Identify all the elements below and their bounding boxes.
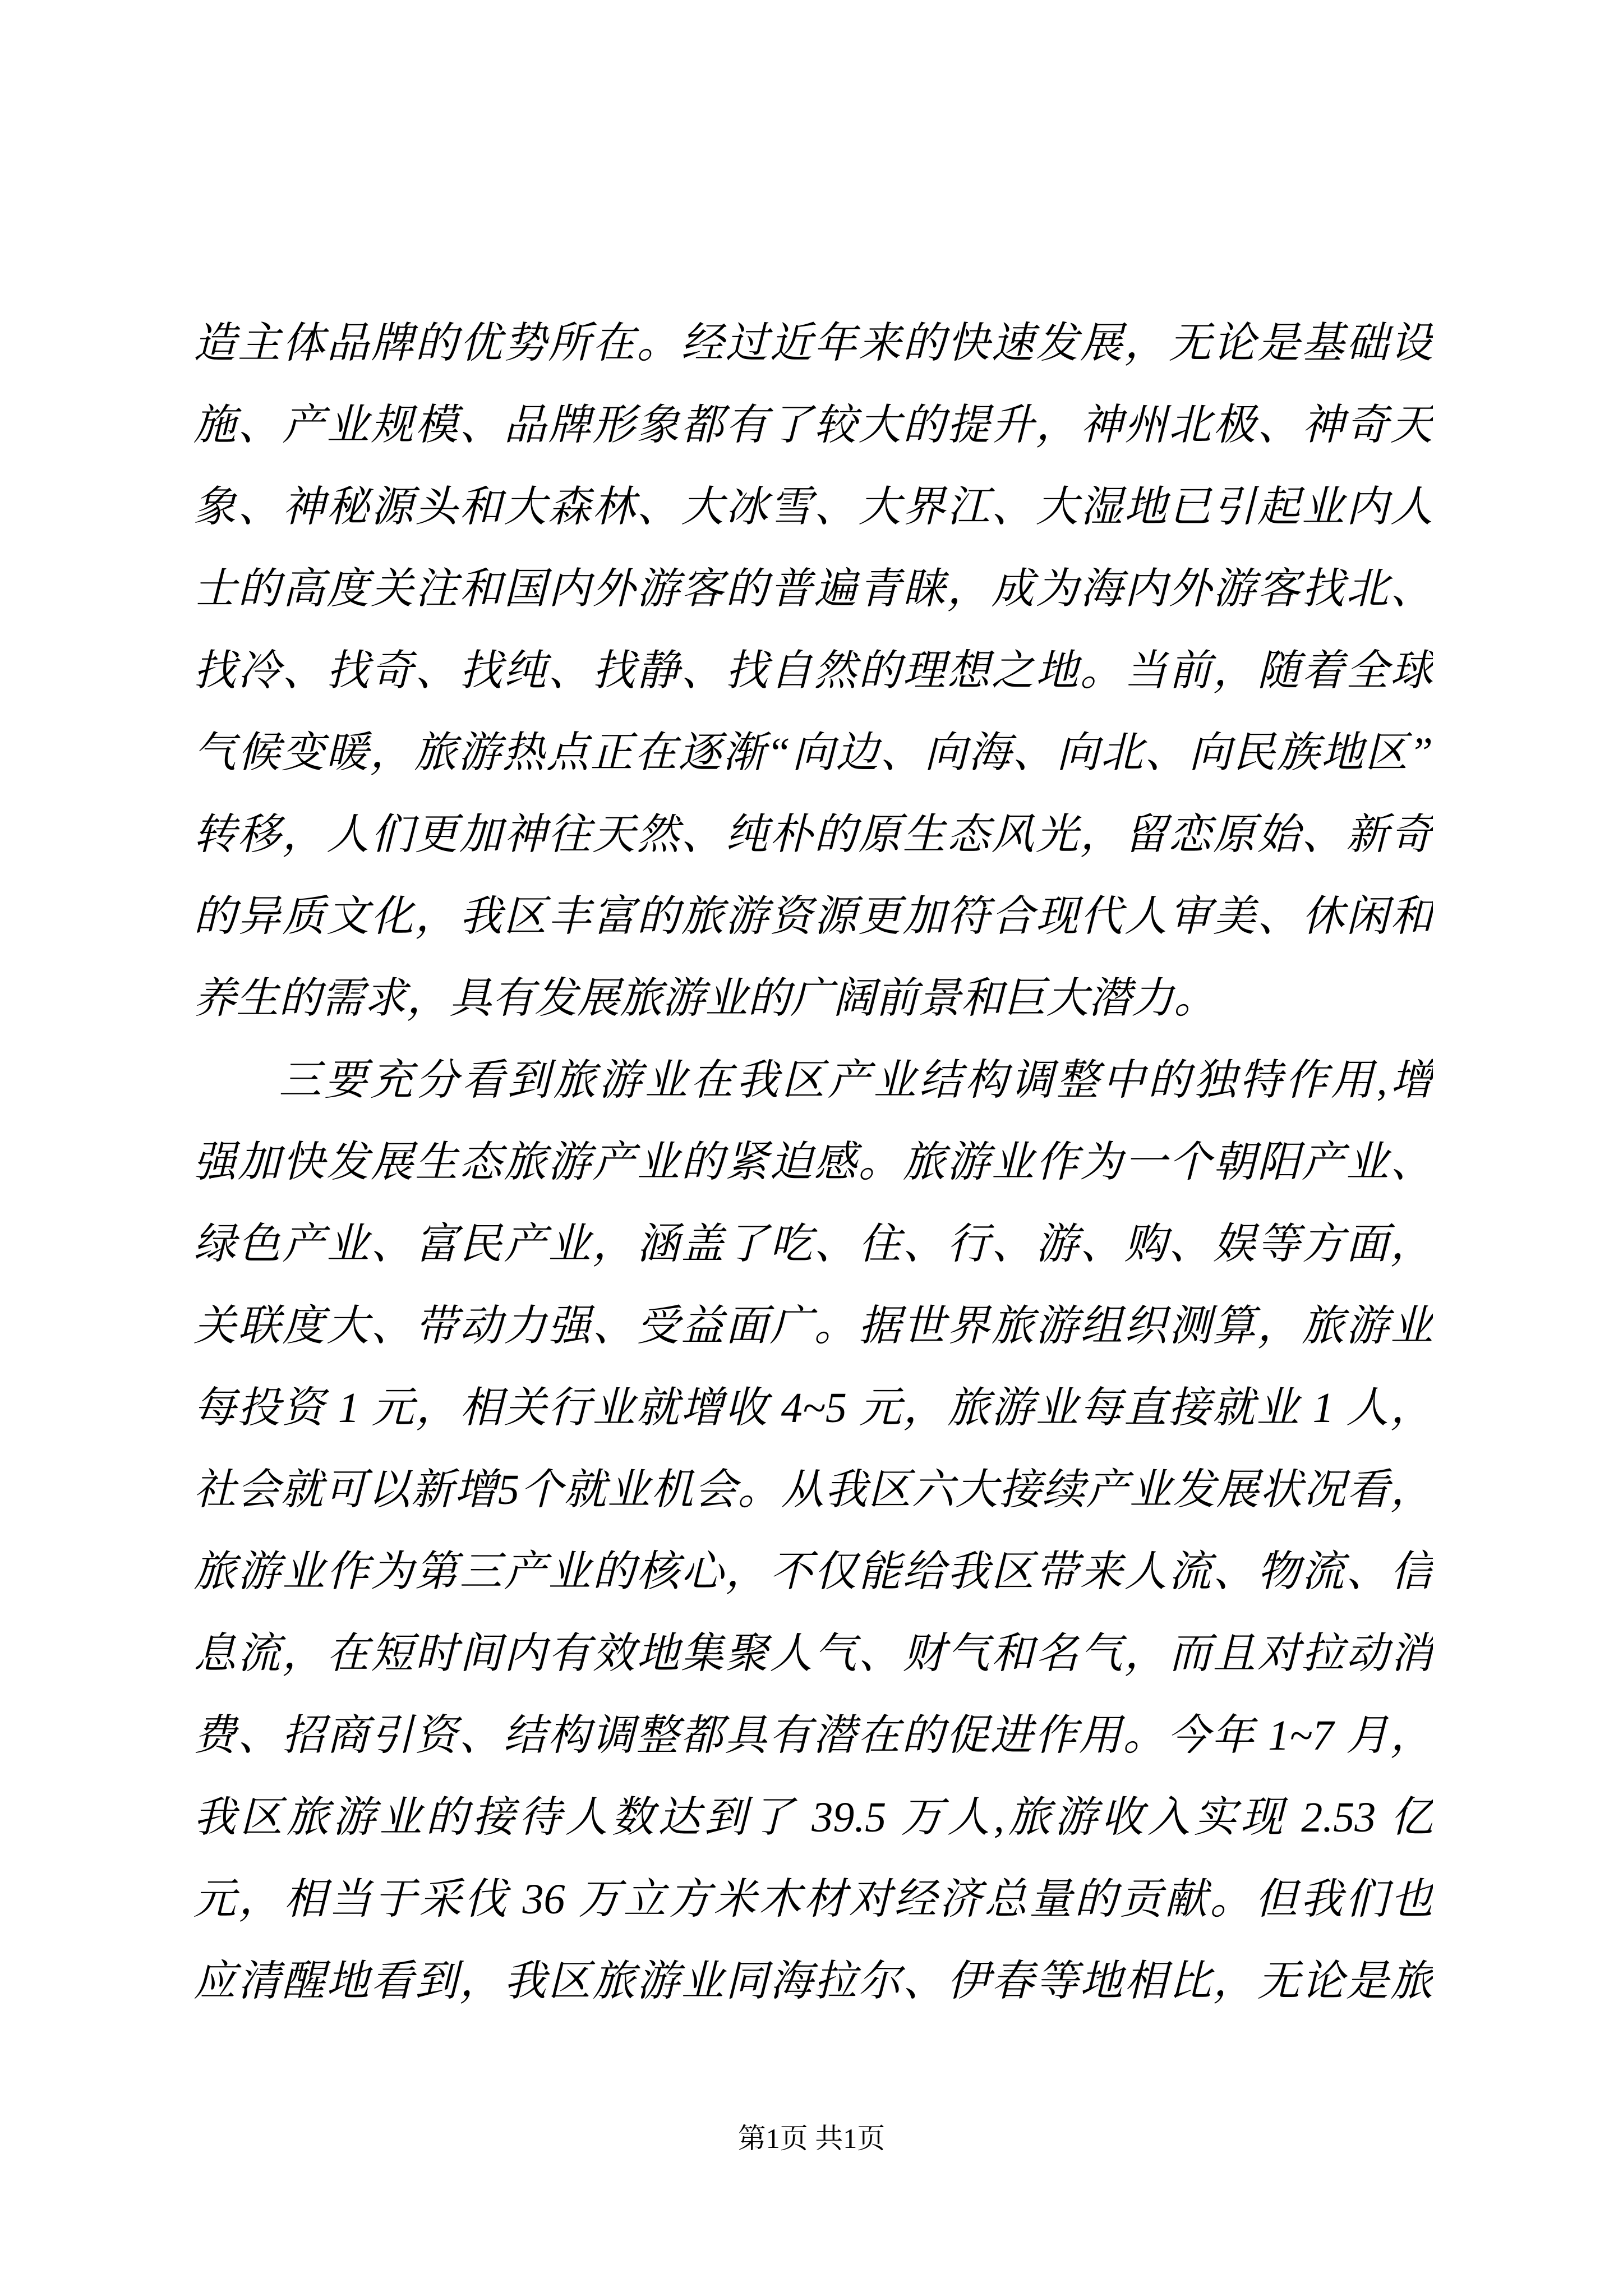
text-line: 旅游业作为第三产业的核心，不仅能给我区带来人流、物流、信 bbox=[193, 1548, 1433, 1595]
text-line: 转移，人们更加神往天然、纯朴的原生态风光，留恋原始、新奇 bbox=[193, 811, 1433, 858]
text-line: 的异质文化，我区丰富的旅游资源更加符合现代人审美、休闲和 bbox=[193, 893, 1433, 940]
text-line: 找冷、找奇、找纯、找静、找自然的理想之地。当前，随着全球 bbox=[193, 647, 1433, 694]
text-line: 施、产业规模、品牌形象都有了较大的提升，神州北极、神奇天 bbox=[193, 402, 1433, 449]
text-line: 关联度大、带动力强、受益面广。据世界旅游组织测算，旅游业 bbox=[193, 1303, 1433, 1350]
text-line: 元，相当于采伐 36 万立方米木材对经济总量的贡献。但我们也 bbox=[193, 1876, 1433, 1923]
page-number-text: 第1页 共1页 bbox=[737, 2123, 886, 2154]
text-line: 费、招商引资、结构调整都具有潜在的促进作用。今年 1~7 月， bbox=[193, 1712, 1433, 1759]
text-line: 造主体品牌的优势所在。经过近年来的快速发展，无论是基础设 bbox=[193, 320, 1433, 367]
text-line: 绿色产业、富民产业，涵盖了吃、住、行、游、购、娱等方面， bbox=[193, 1221, 1433, 1268]
text-line: 象、神秘源头和大森林、大冰雪、大界江、大湿地已引起业内人 bbox=[193, 484, 1433, 531]
text-line-paragraph-end: 养生的需求，具有发展旅游业的广阔前景和巨大潜力。 bbox=[193, 975, 1216, 1022]
text-line: 社会就可以新增5个就业机会。从我区六大接续产业发展状况看， bbox=[193, 1466, 1433, 1513]
text-line: 气候变暖，旅游热点正在逐渐“向边、向海、向北、向民族地区” bbox=[193, 729, 1433, 776]
page-footer bbox=[0, 2122, 1623, 2155]
text-line: 我区旅游业的接待人数达到了 39.5 万人,旅游收入实现 2.53 亿 bbox=[193, 1794, 1433, 1841]
text-line-paragraph-start: 三要充分看到旅游业在我区产业结构调整中的独特作用,增 bbox=[279, 1057, 1433, 1104]
text-line: 息流，在短时间内有效地集聚人气、财气和名气，而且对拉动消 bbox=[193, 1630, 1433, 1677]
document-body bbox=[193, 302, 1433, 2022]
text-line: 每投资 1 元，相关行业就增收 4~5 元，旅游业每直接就业 1 人， bbox=[193, 1384, 1433, 1432]
text-line: 士的高度关注和国内外游客的普遍青睐，成为海内外游客找北、 bbox=[193, 565, 1433, 613]
text-line: 应清醒地看到，我区旅游业同海拉尔、伊春等地相比，无论是旅 bbox=[193, 1958, 1433, 2005]
text-line: 强加快发展生态旅游产业的紧迫感。旅游业作为一个朝阳产业、 bbox=[193, 1139, 1433, 1186]
